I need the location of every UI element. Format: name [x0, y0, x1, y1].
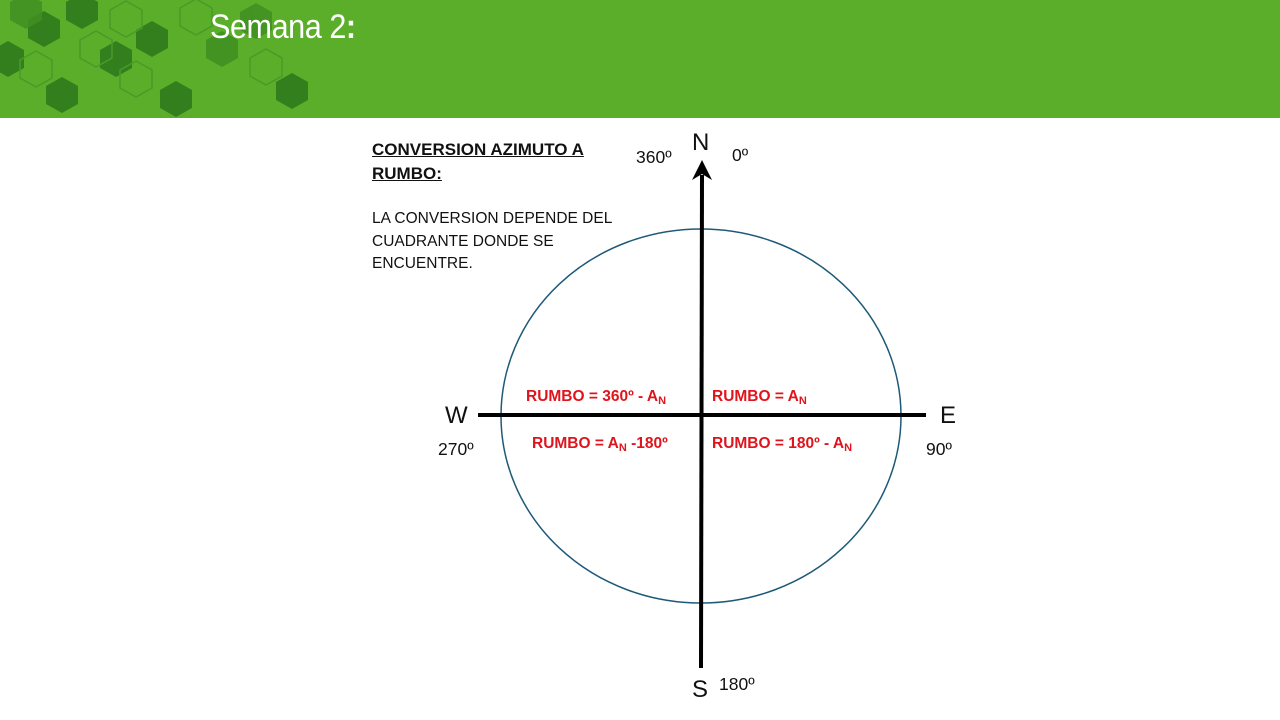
east-degree: 90º [926, 439, 952, 459]
north-degree-360: 360º [636, 147, 672, 167]
east-label: E [940, 402, 957, 429]
south-label: S [692, 676, 709, 703]
formula-se: RUMBO = 180º - AN [712, 435, 853, 454]
north-degree-0: 0º [732, 145, 749, 165]
west-degree: 270º [438, 439, 474, 459]
formula-ne: RUMBO = AN [712, 388, 807, 407]
section-heading: CONVERSION AZIMUTO A RUMBO: [372, 140, 584, 183]
north-south-axis [701, 175, 702, 668]
formula-sw: RUMBO = AN -180º [532, 435, 668, 454]
formula-nw: RUMBO = 360º - AN [526, 388, 667, 407]
north-label: N [692, 129, 710, 156]
west-label: W [445, 402, 468, 429]
south-degree: 180º [719, 674, 755, 694]
slide-title: Semana 2: [210, 8, 356, 46]
description-text: LA CONVERSION DEPENDE DEL CUADRANTE DONDE SE ENCUENTRE. [372, 210, 612, 272]
